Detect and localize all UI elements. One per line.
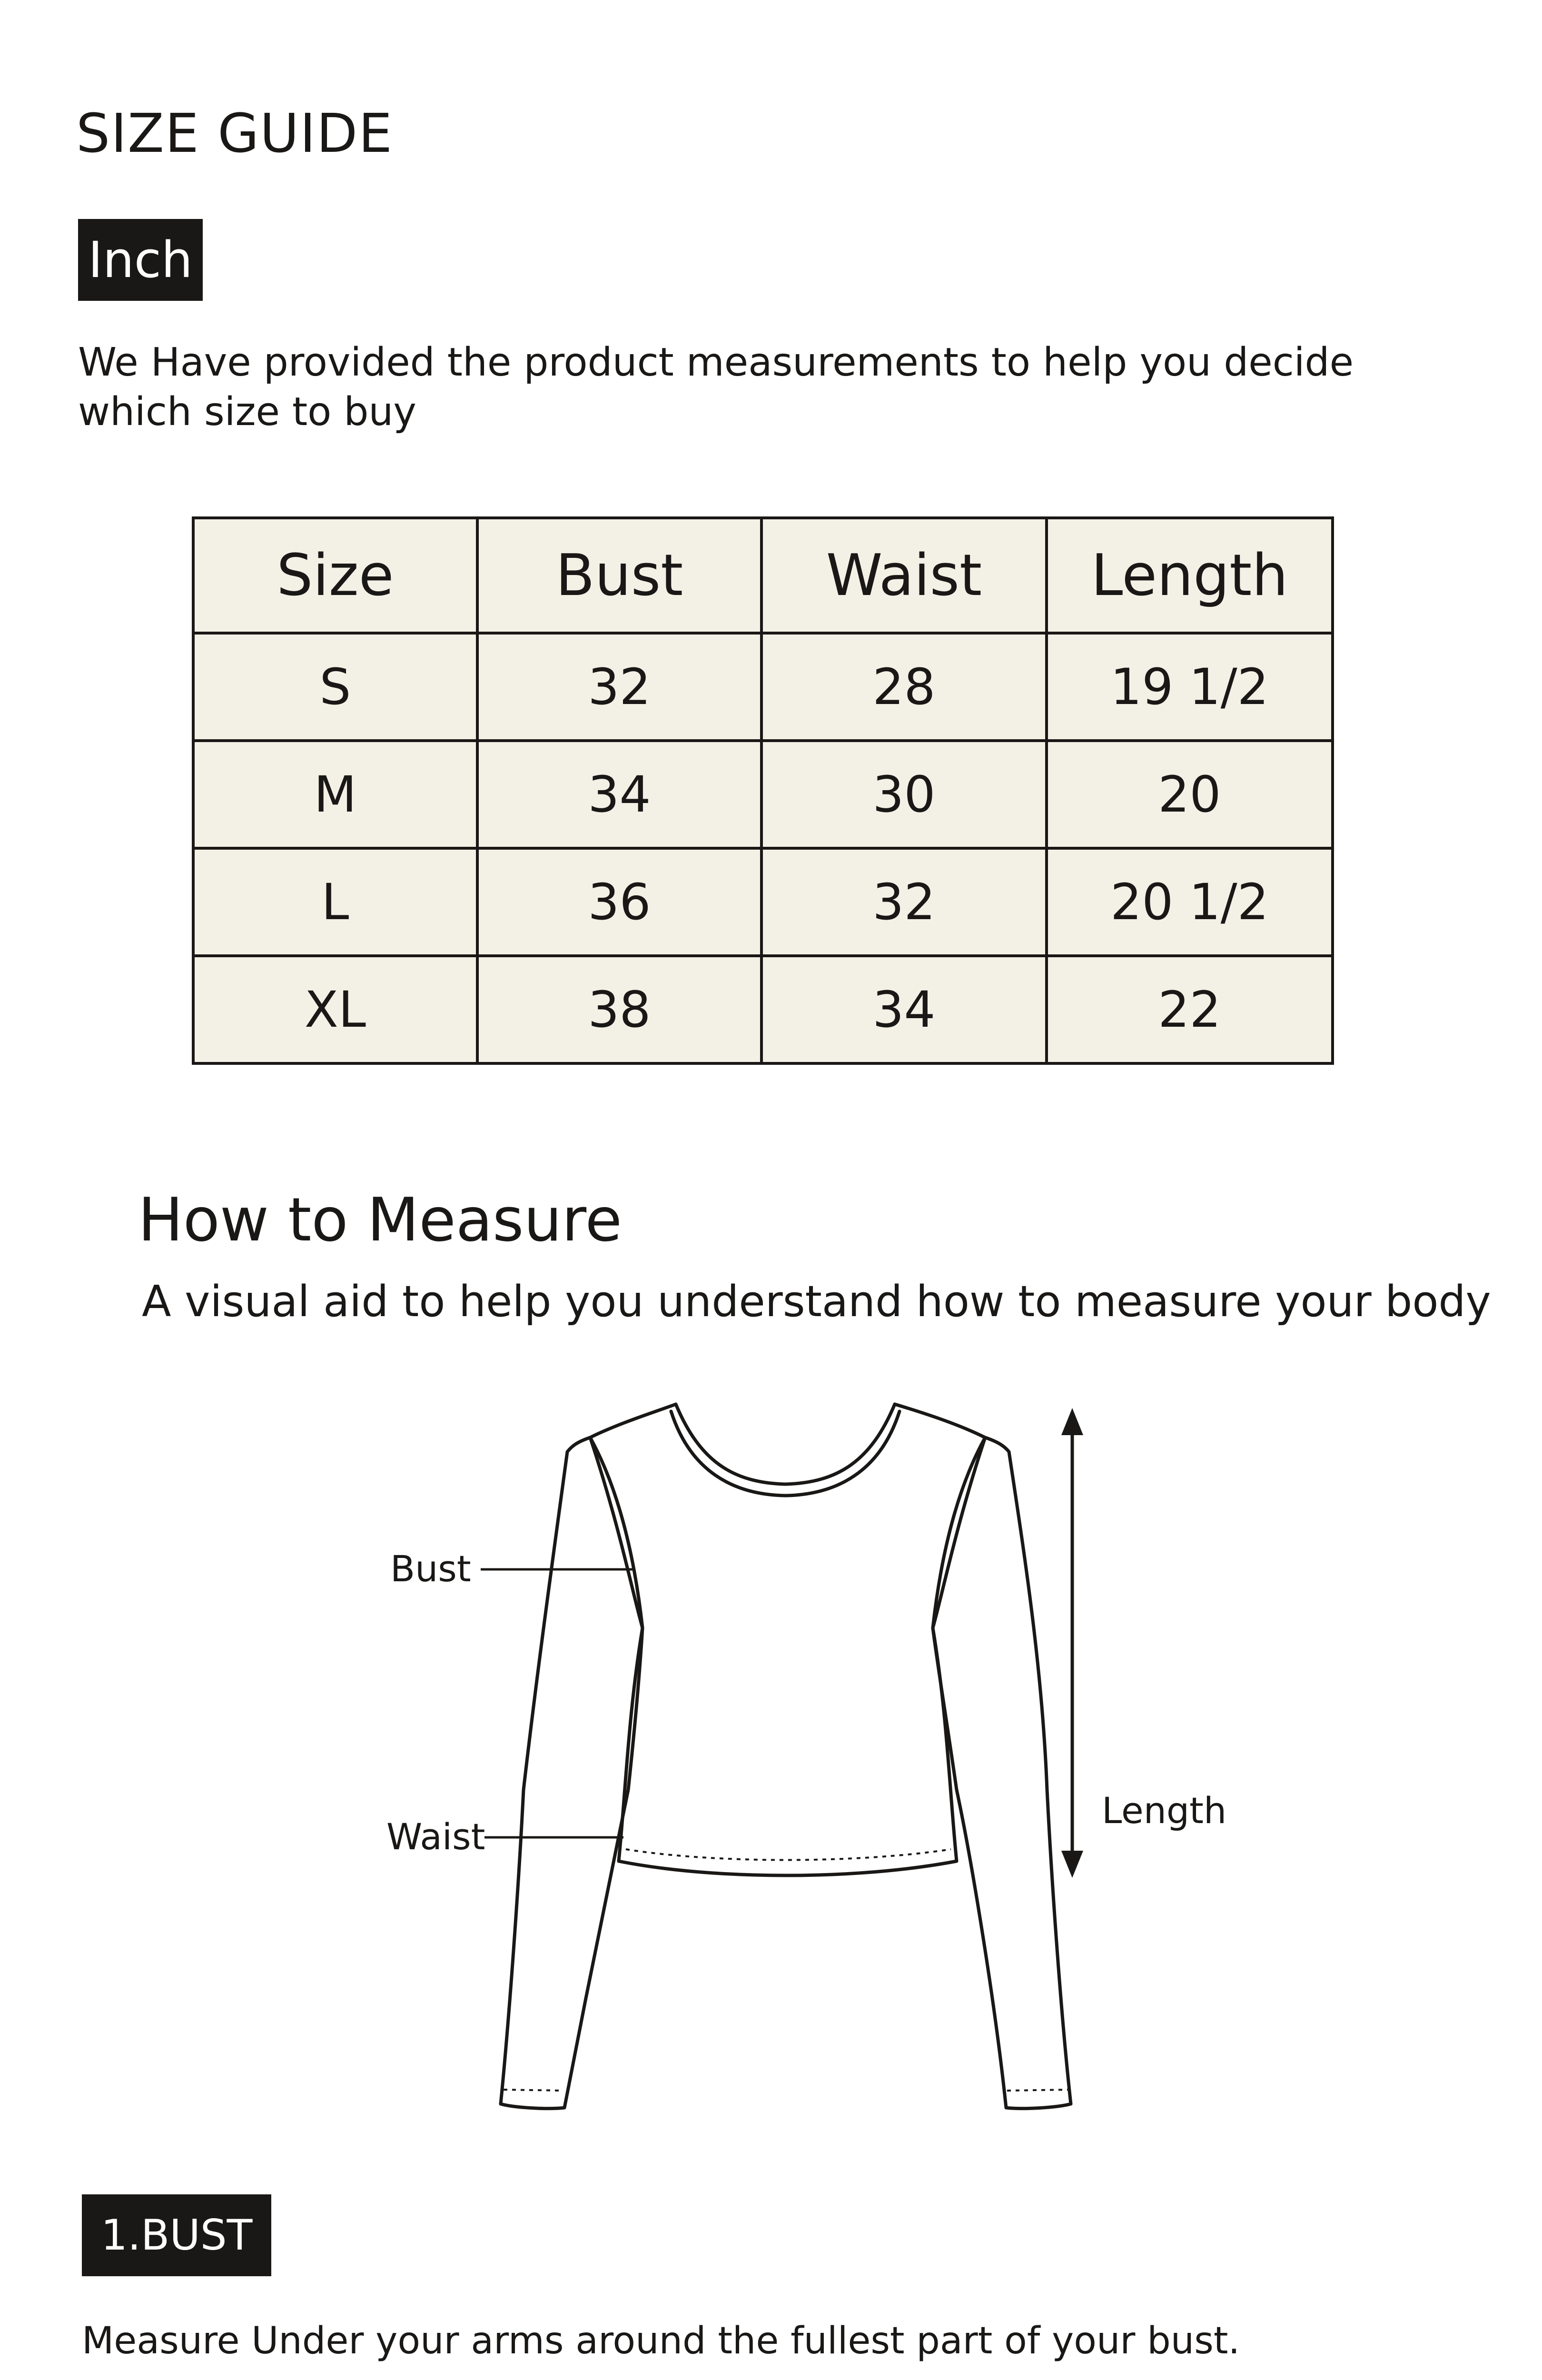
intro-text: We Have provided the product measurements to help you decide which size to buy (78, 340, 1354, 435)
right-sleeve (933, 1438, 1071, 2109)
table-header-row (193, 518, 1333, 633)
step-1-description: Measure Under your arms around the fullest part of your bust. (82, 2320, 1240, 2362)
table-cell: 36 (477, 848, 761, 956)
header-length: Length (1047, 518, 1333, 633)
table-row (193, 633, 1333, 741)
table-cell: 32 (761, 848, 1047, 956)
table-cell: 38 (477, 956, 761, 1063)
table-cell: S (193, 633, 477, 741)
waist-diagram-label: Waist (386, 1815, 485, 1858)
table-cell: XL (193, 956, 477, 1063)
step-1-badge (82, 2194, 271, 2276)
how-to-measure-subtitle: A visual aid to help you understand how to measure your body (142, 1277, 1491, 1327)
table-cell: 20 1/2 (1047, 848, 1333, 956)
table-cell: 30 (761, 741, 1047, 848)
table-cell: 34 (477, 741, 761, 848)
table-row (193, 956, 1333, 1063)
length-diagram-label: Length (1102, 1789, 1227, 1832)
table-cell: 34 (761, 956, 1047, 1063)
how-to-measure-title: How to Measure (138, 1185, 622, 1255)
unit-label: Inch (88, 231, 193, 289)
table-cell: 19 1/2 (1047, 633, 1333, 741)
long-sleeve-shirt-illustration (501, 1404, 1071, 2109)
step-1-label: 1.BUST (101, 2211, 253, 2260)
bust-diagram-label: Bust (390, 1547, 471, 1590)
shirt-measure-diagram (0, 1357, 1542, 2142)
table-cell: 28 (761, 633, 1047, 741)
table-row (193, 741, 1333, 848)
hem-stitch-line (626, 1849, 951, 1860)
length-arrow-down-head (1061, 1851, 1083, 1878)
table-cell: 20 (1047, 741, 1333, 848)
header-waist: Waist (761, 518, 1047, 633)
right-armhole-seam (933, 1438, 985, 1628)
header-size: Size (193, 518, 477, 633)
unit-badge (78, 219, 203, 301)
right-cuff-stitch (1007, 2090, 1068, 2091)
table-cell: L (193, 848, 477, 956)
header-bust: Bust (477, 518, 761, 633)
left-cuff-stitch (504, 2090, 563, 2091)
table-cell: 22 (1047, 956, 1333, 1063)
page-title: SIZE GUIDE (76, 103, 394, 165)
table-cell: 32 (477, 633, 761, 741)
length-arrow-up-head (1061, 1408, 1083, 1435)
table-row (193, 848, 1333, 956)
shirt-body-outline (590, 1404, 985, 1875)
left-armhole-seam (590, 1438, 642, 1628)
table-cell: M (193, 741, 477, 848)
size-table (192, 516, 1334, 1065)
